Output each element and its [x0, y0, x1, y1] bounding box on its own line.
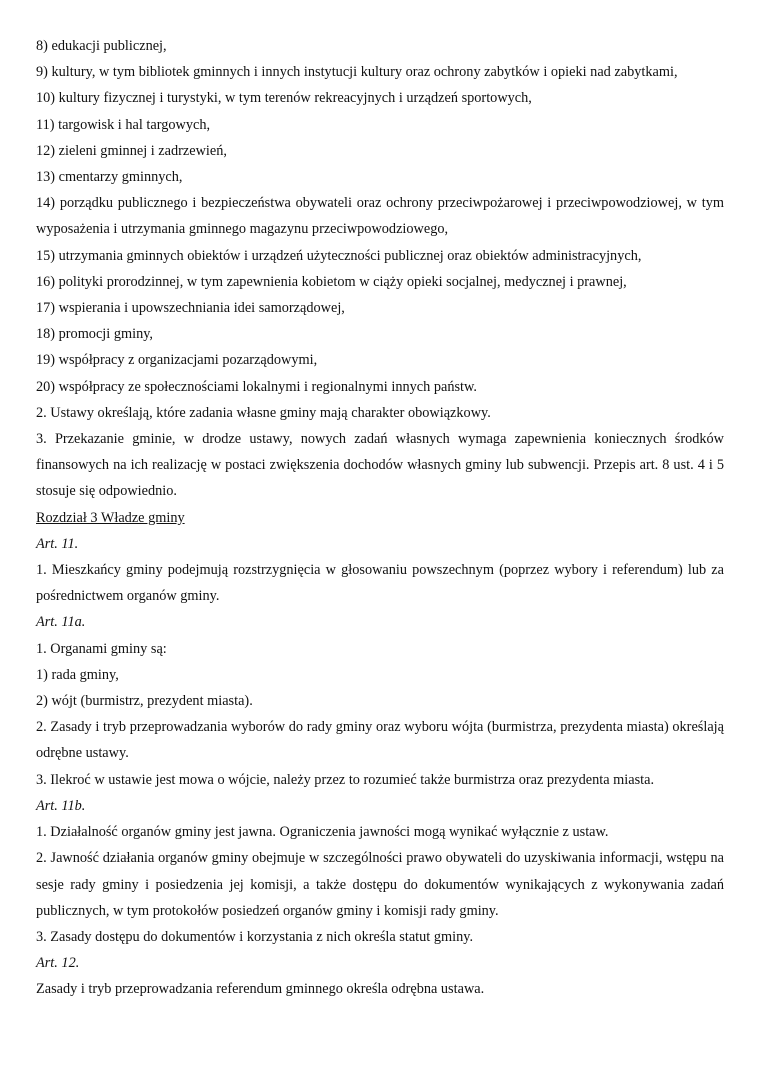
paragraph: 2. Ustawy określają, które zadania własne gminy mają charakter obowiązkowy.: [36, 404, 491, 421]
article-heading: Art. 11.: [36, 535, 79, 552]
chapter-heading: Rozdział 3 Władze gminy: [36, 509, 185, 526]
list-item: 17) wspierania i upowszechniania idei samorządowej,: [36, 300, 345, 317]
list-item: 9) kultury, w tym bibliotek gminnych i innych instytucji kultury oraz ochrony zabytków i opieki nad zabytkami,: [36, 64, 678, 81]
list-item: 16) polityki prorodzinnej, w tym zapewnienia kobietom w ciąży opieki socjalnej, medycznej i prawnej,: [36, 273, 627, 290]
list-item: 11) targowisk i hal targowych,: [36, 116, 211, 133]
article-heading: Art. 12.: [36, 955, 80, 972]
paragraph: 3. Przekazanie gminie, w drodze ustawy, nowych zadań własnych wymaga zapewnienia koniecznych środków finansowych na ich realizację w postaci zwiększenia dochodów własnych gminy lub subwencji. Przepis art. 8 ust. 4 i 5 stosuje się odpowiednio.: [36, 431, 724, 500]
paragraph: 2. Jawność działania organów gminy obejmuje w szczególności prawo obywateli do uzyskiwania informacji, wstępu na sesje rady gminy i posiedzenia jej komisji, a także dostępu do dokumentów wynikających z wykonywania zadań publicznych, w tym protokołów posiedzeń organów gminy i komisji rady gminy.: [36, 850, 724, 919]
list-item: 19) współpracy z organizacjami pozarządowymi,: [36, 352, 318, 369]
list-item: 14) porządku publicznego i bezpieczeństwa obywateli oraz ochrony przeciwpożarowej i przeciwpowodziowej, w tym wyposażenia i utrzymania gminnego magazynu przeciwpowodziowego,: [36, 195, 724, 238]
document-page: [36, 33, 724, 1003]
paragraph: 3. Zasady dostępu do dokumentów i korzystania z nich określa statut gminy.: [36, 928, 474, 945]
paragraph: Zasady i tryb przeprowadzania referendum gminnego określa odrębna ustawa.: [36, 981, 485, 998]
paragraph: 3. Ilekroć w ustawie jest mowa o wójcie, należy przez to rozumieć także burmistrza oraz prezydenta miasta.: [36, 771, 655, 788]
paragraph: 1. Mieszkańcy gminy podejmują rozstrzygnięcia w głosowaniu powszechnym (poprzez wybory i referendum) lub za pośrednictwem organów gminy.: [36, 562, 724, 605]
article-heading: Art. 11b.: [36, 797, 86, 814]
list-item: 10) kultury fizycznej i turystyki, w tym terenów rekreacyjnych i urządzeń sportowych,: [36, 90, 532, 107]
list-item: 20) współpracy ze społecznościami lokalnymi i regionalnymi innych państw.: [36, 378, 477, 395]
article-heading: Art. 11a.: [36, 614, 86, 631]
paragraph: 1. Działalność organów gminy jest jawna. Ograniczenia jawności mogą wynikać wyłącznie z ustaw.: [36, 824, 609, 841]
list-item: 13) cmentarzy gminnych,: [36, 169, 183, 186]
paragraph: 2. Zasady i tryb przeprowadzania wyborów do rady gminy oraz wyboru wójta (burmistrza, prezydenta miasta) określają odrębne ustawy.: [36, 719, 724, 762]
list-item: 15) utrzymania gminnych obiektów i urządzeń użyteczności publicznej oraz obiektów administracyjnych,: [36, 247, 642, 264]
list-item: 8) edukacji publicznej,: [36, 38, 167, 54]
list-item: 12) zieleni gminnej i zadrzewień,: [36, 142, 227, 159]
list-item: 2) wójt (burmistrz, prezydent miasta).: [36, 693, 253, 710]
list-item: 1) rada gminy,: [36, 666, 119, 683]
paragraph: 1. Organami gminy są:: [36, 640, 167, 657]
list-item: 18) promocji gminy,: [36, 326, 154, 343]
